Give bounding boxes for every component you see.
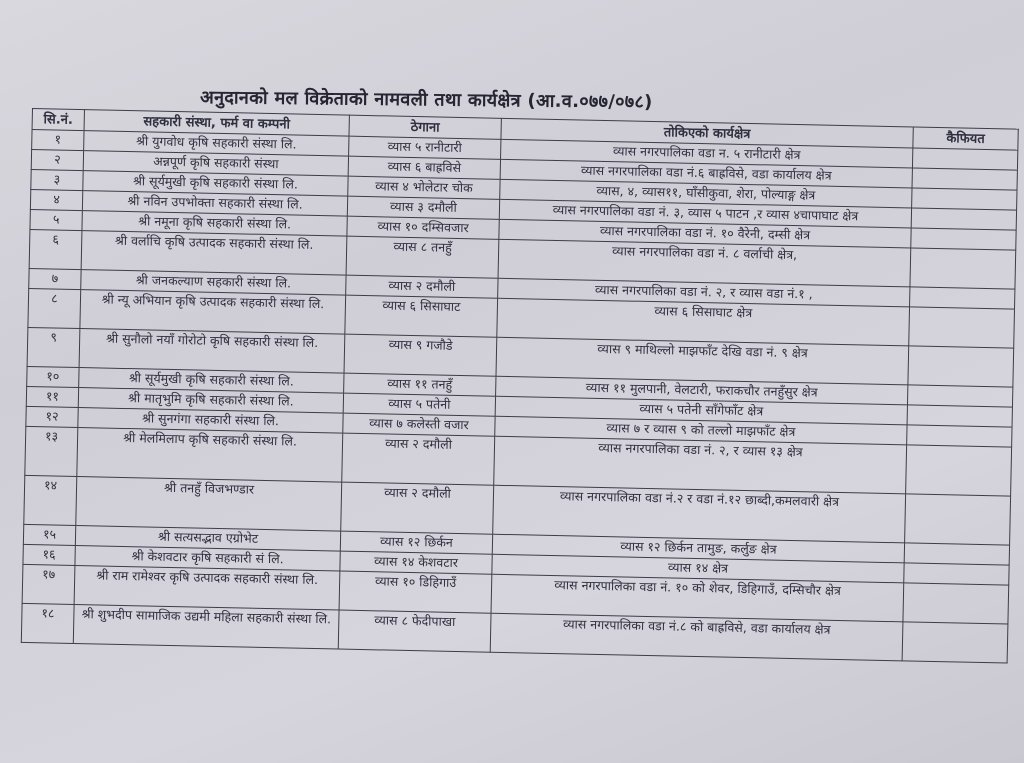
organization-cell: श्री शुभदीप सामाजिक उद्यमी महिला सहकारी संस्था लि. bbox=[73, 604, 339, 649]
organization-cell: श्री राम रामेश्वर कृषि उत्पादक सहकारी संस्था लि. bbox=[74, 565, 340, 610]
work-area-cell: व्यास ९ माथिल्लो माझफाँट देखि वडा नं. ९ क्षेत्र bbox=[496, 337, 909, 385]
organization-cell: श्री तनहुँ विजभण्डार bbox=[76, 477, 342, 532]
address-cell: व्यास १२ छिर्कन bbox=[340, 531, 492, 554]
serial-cell: १० bbox=[27, 366, 79, 387]
remarks-cell bbox=[912, 188, 1017, 210]
organization-cell: श्री जनकल्याण सहकारी संस्था लि. bbox=[81, 270, 346, 296]
header-organization: सहकारी संस्था, फर्म वा कम्पनी bbox=[84, 110, 349, 137]
address-cell: व्यास ९ गजौडे bbox=[344, 334, 497, 376]
remarks-cell bbox=[907, 425, 1012, 447]
work-area-cell: व्यास नगरपालिका वडा नं. १० वैरेनी, दम्सी क्षेत्र bbox=[499, 219, 911, 248]
address-cell: व्यास ६ सिसाघाट bbox=[345, 295, 498, 337]
remarks-cell bbox=[912, 148, 1017, 170]
remarks-cell bbox=[902, 622, 1008, 663]
serial-cell: ८ bbox=[28, 288, 81, 328]
work-area-cell: व्यास, ४, व्यास११, घाँसीकुवा, शेरा, पोल्याङ्ग क्षेत्र bbox=[500, 179, 912, 208]
address-cell: व्यास ७ कलेस्ती वजार bbox=[343, 413, 495, 436]
remarks-cell bbox=[910, 287, 1015, 309]
organization-cell: श्री सुनगंगा सहकारी संस्था लि. bbox=[78, 408, 343, 434]
organization-cell: श्री सूर्यमुखी कृषि सहकारी संस्था लि. bbox=[79, 368, 344, 394]
serial-cell: ७ bbox=[29, 268, 81, 289]
remarks-cell bbox=[912, 168, 1017, 190]
work-area-cell: व्यास नगरपालिका वडा नं. २, र व्यास १३ क्षेत्र bbox=[494, 436, 907, 494]
serial-cell: १७ bbox=[22, 564, 75, 604]
work-area-cell: व्यास ७ र व्यास ९ को तल्लो माझफाँट क्षेत्र bbox=[495, 416, 907, 445]
serial-cell: १३ bbox=[25, 426, 78, 476]
remarks-cell bbox=[909, 307, 1015, 348]
organization-cell: श्री मेलमिलाप कृषि सहकारी संस्था लि. bbox=[77, 428, 343, 483]
remarks-cell bbox=[906, 445, 1012, 496]
work-area-cell: व्यास १४ क्षेत्र bbox=[492, 554, 904, 583]
organization-cell: श्री नमूना कृषि सहकारी संस्था लि. bbox=[82, 211, 347, 237]
work-area-cell: व्यास नगरपालिका वडा नं.२ र वडा नं.१२ छाब्दी,कमलवारी क्षेत्र bbox=[493, 485, 906, 543]
serial-cell: १ bbox=[32, 130, 84, 151]
organization-cell: श्री मातृभुमि कृषि सहकारी संस्था लि. bbox=[78, 388, 343, 414]
address-cell: व्यास ६ बाह्रविसे bbox=[348, 156, 500, 179]
serial-cell: १६ bbox=[23, 544, 75, 565]
address-cell: व्यास १४ केशवटार bbox=[340, 551, 492, 574]
remarks-cell bbox=[911, 208, 1016, 230]
remarks-cell bbox=[904, 563, 1009, 585]
remarks-cell bbox=[911, 228, 1016, 250]
work-area-cell: व्यास नगरपालिका वडा नं. २, र व्यास वडा नं.१ , bbox=[498, 278, 910, 307]
serial-cell: ३ bbox=[31, 169, 83, 190]
organization-cell: श्री सूर्यमुखी कृषि सहकारी संस्था लि. bbox=[83, 171, 348, 197]
serial-cell: १५ bbox=[23, 524, 75, 545]
serial-cell: १२ bbox=[26, 406, 78, 427]
address-cell: व्यास २ दमौली bbox=[346, 275, 498, 298]
remarks-cell bbox=[907, 405, 1012, 427]
remarks-cell bbox=[907, 385, 1012, 407]
header-address: ठेगाना bbox=[349, 115, 501, 139]
serial-cell: १८ bbox=[21, 603, 74, 643]
work-area-cell: व्यास नगरपालिका वडा नं. ८ वर्लाची क्षेत्र, bbox=[498, 239, 911, 287]
address-cell: व्यास ३ दमौली bbox=[347, 196, 499, 219]
vendor-table-wrapper bbox=[21, 108, 1019, 664]
remarks-cell bbox=[904, 543, 1009, 565]
serial-cell: ६ bbox=[29, 229, 82, 269]
organization-cell: श्री सुनौलो नयाँ गोरोटो कृषि सहकारी संस्था लि. bbox=[79, 329, 345, 374]
work-area-cell: व्यास नगरपालिका वडा नं.६ बाह्रविसे, वडा कार्यालय क्षेत्र bbox=[500, 159, 912, 188]
address-cell: व्यास १० डिहिगाउँ bbox=[339, 571, 492, 613]
serial-cell: ४ bbox=[30, 189, 82, 210]
vendor-table bbox=[21, 108, 1019, 664]
remarks-cell bbox=[903, 583, 1009, 624]
remarks-cell bbox=[910, 248, 1016, 289]
work-area-cell: व्यास ५ पतेनी साँगेफाँट क्षेत्र bbox=[495, 396, 907, 425]
address-cell: व्यास ११ तनहुँ bbox=[344, 373, 496, 396]
organization-cell: श्री न्यू अभियान कृषि उत्पादक सहकारी संस्था लि. bbox=[80, 290, 346, 335]
work-area-cell: व्यास ६ सिसाघाट क्षेत्र bbox=[497, 298, 910, 346]
organization-cell: श्री केशवटार कृषि सहकारी सं लि. bbox=[75, 546, 340, 572]
organization-cell: श्री सत्यसद्भाव एग्रोभेट bbox=[75, 526, 340, 552]
work-area-cell: व्यास नगरपालिका वडा नं. ३, व्यास ५ पाटन ,र व्यास ४चापाघाट क्षेत्र bbox=[499, 199, 911, 228]
remarks-cell bbox=[905, 494, 1011, 545]
serial-cell: १४ bbox=[24, 475, 77, 525]
work-area-cell: व्यास नगरपालिका वडा नं. १० को शेवर, डिहिगाउँ, दम्सिचौर क्षेत्र bbox=[491, 574, 904, 622]
work-area-cell: व्यास १२ छिर्कन तामुङ, कर्लुङ क्षेत्र bbox=[492, 534, 904, 563]
serial-cell: २ bbox=[31, 150, 83, 171]
address-cell: व्यास ४ भोलेटार चोक bbox=[348, 176, 500, 199]
work-area-cell: व्यास नगरपालिका वडा न. ५ रानीटारी क्षेत्र bbox=[501, 139, 913, 168]
organization-cell: श्री नविन उपभोक्ता सहकारी संस्था लि. bbox=[82, 191, 347, 217]
address-cell: व्यास ५ पतेनी bbox=[343, 393, 495, 416]
work-area-cell: व्यास ११ मुलपानी, वेलटारी, फराकचौर तनहुँसुर क्षेत्र bbox=[496, 376, 908, 405]
address-cell: व्यास २ दमौली bbox=[342, 433, 495, 485]
remarks-cell bbox=[908, 346, 1014, 387]
header-work-area: तोकिएको कार्यक्षेत्र bbox=[501, 118, 913, 148]
address-cell: व्यास १० दम्सिवजार bbox=[347, 216, 499, 239]
header-remarks: कैफियत bbox=[913, 127, 1018, 150]
header-serial: सि.नं. bbox=[32, 109, 84, 131]
address-cell: व्यास २ दमौली bbox=[341, 482, 494, 534]
organization-cell: श्री युगवोध कृषि सहकारी संस्था लि. bbox=[84, 131, 349, 157]
address-cell: व्यास ८ फेदीपाखा bbox=[338, 610, 491, 652]
serial-cell: ९ bbox=[27, 327, 80, 367]
address-cell: व्यास ८ तनहुँ bbox=[346, 236, 499, 278]
work-area-cell: व्यास नगरपालिका वडा नं.८ को बाह्रविसे, वडा कार्यालय क्षेत्र bbox=[490, 613, 903, 661]
organization-cell: श्री वर्लाचि कृषि उत्पादक सहकारी संस्था लि. bbox=[81, 231, 347, 276]
serial-cell: ११ bbox=[26, 386, 78, 407]
organization-cell: अन्नपूर्ण कृषि सहकारी संस्था bbox=[83, 151, 348, 177]
address-cell: व्यास ५ रानीटारी bbox=[349, 136, 501, 159]
serial-cell: ५ bbox=[30, 209, 82, 230]
document-title: अनुदानको मल विक्रेताको नामवली तथा कार्यक्षेत्र (आ.व.०७७/०७८) bbox=[199, 87, 653, 113]
